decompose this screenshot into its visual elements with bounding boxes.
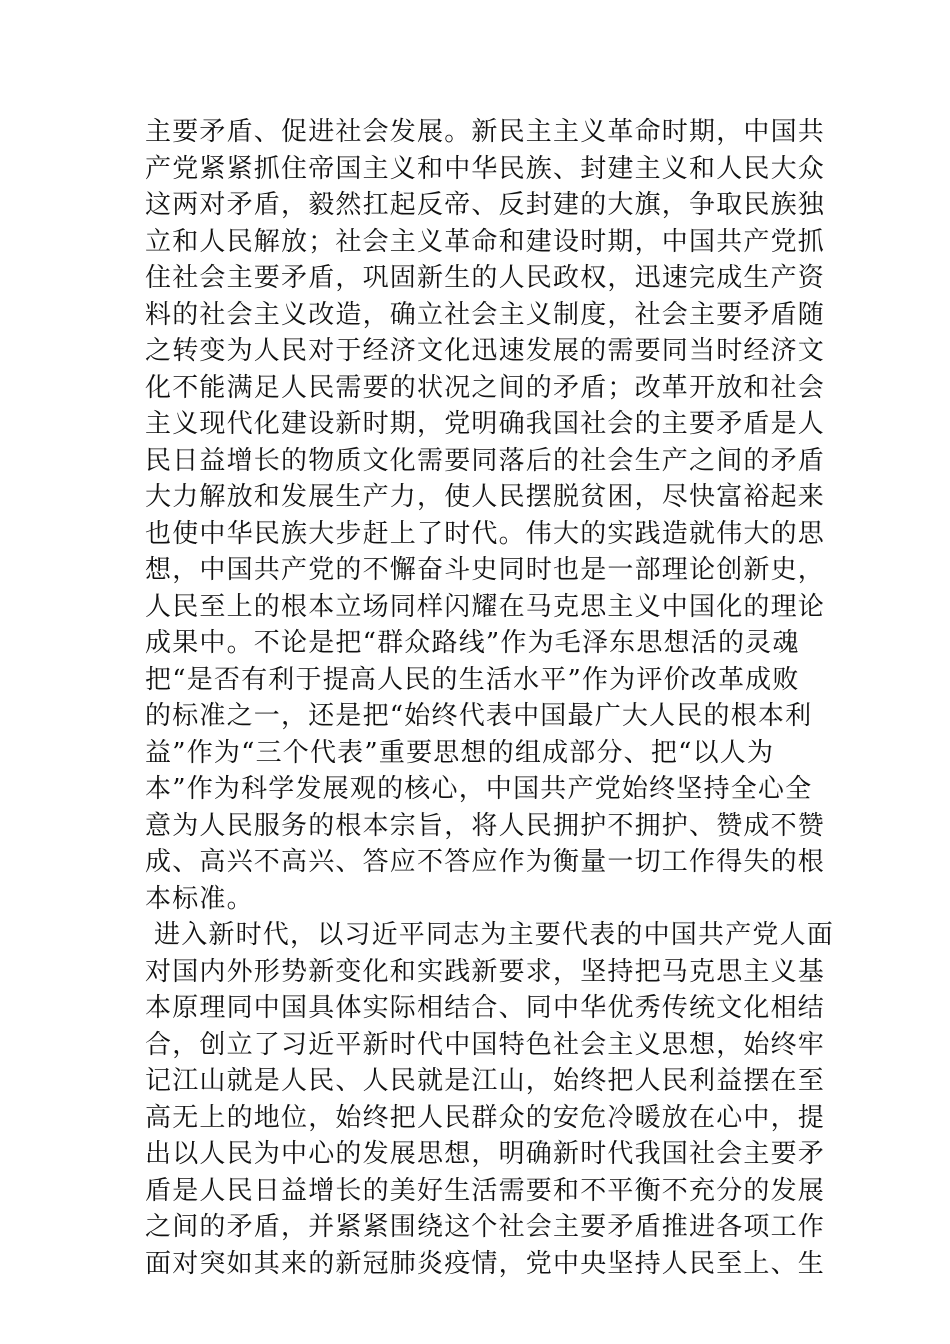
text-line: 之间的矛盾，并紧紧围绕这个社会主要矛盾推进各项工作: [145, 1212, 826, 1242]
text-line: 记江山就是人民、人民就是江山，始终把人民利益摆在至: [145, 1066, 826, 1096]
text-line: 本”作为科学发展观的核心，中国共产党始终坚持全心全: [145, 774, 813, 804]
text-line: 高无上的地位，始终把人民群众的安危冷暖放在心中，提: [145, 1102, 826, 1133]
text-line: 本原理同中国具体实际相结合、同中华优秀传统文化相结: [145, 993, 826, 1023]
text-line: 也使中华民族大步赶上了时代。伟大的实践造就伟大的思: [145, 518, 826, 549]
text-line: 立和人民解放；社会主义革命和建设时期，中国共产党抓: [145, 226, 826, 257]
text-line: 这两对矛盾，毅然扛起反帝、反封建的大旗，争取民族独: [145, 190, 826, 220]
paragraph-2: [145, 917, 835, 1282]
text-line: 住社会主要矛盾，巩固新生的人民政权，迅速完成生产资: [145, 263, 826, 293]
text-line: 意为人民服务的根本宗旨，将人民拥护不拥护、赞成不赞: [145, 810, 826, 841]
text-line: 大力解放和发展生产力，使人民摆脱贫困，尽快富裕起来: [145, 482, 826, 512]
text-line: 产党紧紧抓住帝国主义和中华民族、封建主义和人民大众: [145, 153, 826, 184]
text-line: 化不能满足人民需要的状况之间的矛盾；改革开放和社会: [145, 372, 826, 403]
text-line: 把“是否有利于提高人民的生活水平”作为评价改革成败: [145, 664, 800, 695]
text-line: 主义现代化建设新时期，党明确我国社会的主要矛盾是人: [145, 409, 826, 439]
text-line: 出以人民为中心的发展思想，明确新时代我国社会主要矛: [145, 1139, 826, 1169]
text-line: 益”作为“三个代表”重要思想的组成部分、把“以人为: [145, 737, 775, 768]
text-line: 成果中。不论是把“群众路线”作为毛泽东思想活的灵魂: [145, 628, 800, 658]
text-line: 人民至上的根本立场同样闪耀在马克思主义中国化的理论: [145, 591, 826, 622]
text-line: 面对突如其来的新冠肺炎疫情，党中央坚持人民至上、生: [145, 1248, 826, 1279]
text-line: 料的社会主义改造，确立社会主义制度，社会主要矛盾随: [145, 299, 826, 330]
text-line: 成、高兴不高兴、答应不答应作为衡量一切工作得失的根: [145, 847, 826, 877]
text-line: 主要矛盾、促进社会发展。新民主主义革命时期，中国共: [145, 117, 826, 147]
text-line: 民日益增长的物质文化需要同落后的社会生产之间的矛盾: [145, 445, 826, 476]
text-line: 本标准。: [145, 883, 254, 914]
text-line: 进入新时代，以习近平同志为主要代表的中国共产党人面: [154, 920, 835, 950]
text-line: 之转变为人民对于经济文化迅速发展的需要同当时经济文: [145, 336, 826, 366]
text-line: 想，中国共产党的不懈奋斗史同时也是一部理论创新史，: [145, 555, 826, 585]
text-line: 的标准之一，还是把“始终代表中国最广大人民的根本利: [145, 701, 813, 731]
body-text: [145, 114, 835, 1282]
paragraph-1: [145, 114, 826, 917]
text-line: 对国内外形势新变化和实践新要求，坚持把马克思主义基: [145, 956, 826, 987]
text-line: 合，创立了习近平新时代中国特色社会主义思想，始终牢: [145, 1029, 826, 1060]
text-line: 盾是人民日益增长的美好生活需要和不平衡不充分的发展: [145, 1175, 826, 1206]
